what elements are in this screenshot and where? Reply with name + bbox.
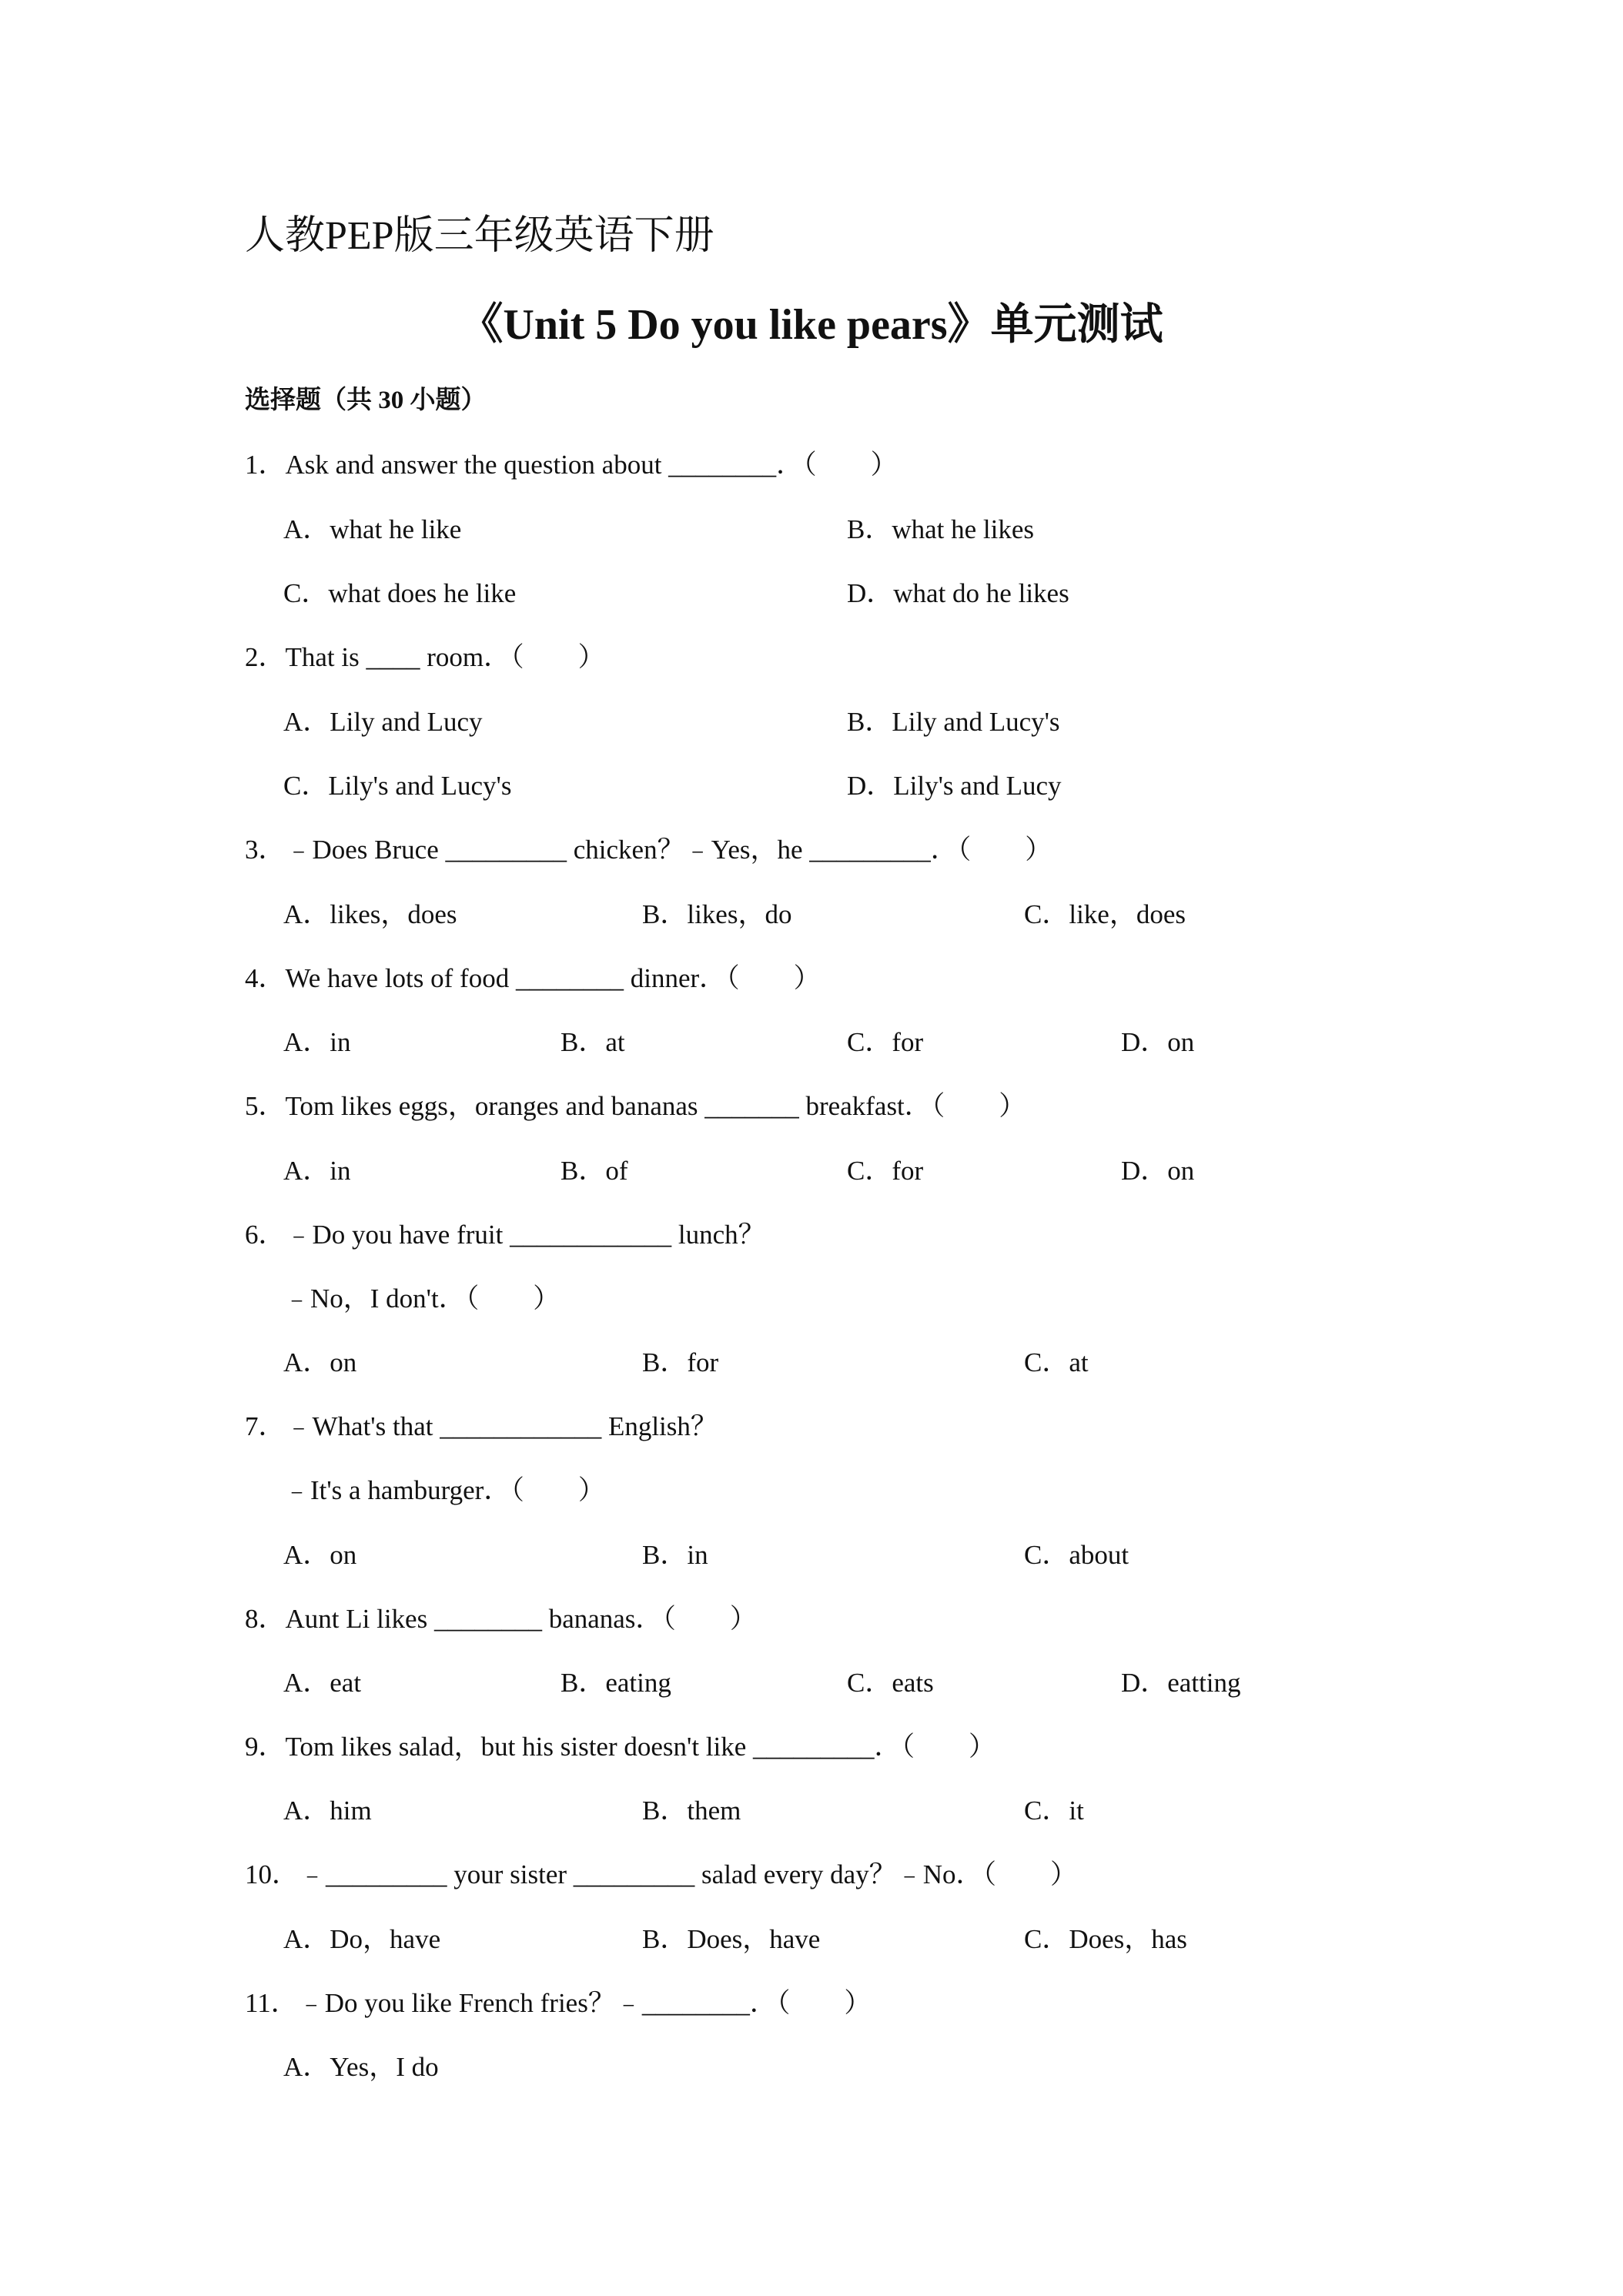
question-10-stem: 10．﹣_________ your sister _________ salad every day？﹣No．（ ） bbox=[245, 1859, 1077, 1889]
question-6-reply: ﹣No，I don't．（ ） bbox=[283, 1284, 561, 1314]
question-2-option-c: C．Lily's and Lucy's bbox=[283, 771, 512, 801]
question-6-option-c: C．at bbox=[1024, 1347, 1089, 1377]
question-5-option-d: D．on bbox=[1121, 1156, 1195, 1186]
question-3-stem: 3．﹣Does Bruce _________ chicken？﹣Yes，he _________．（ ） bbox=[245, 835, 1052, 865]
question-2-stem: 2．That is ____ room．（ ） bbox=[245, 642, 605, 672]
question-6-option-b: B．for bbox=[642, 1347, 719, 1377]
question-4-stem: 4．We have lots of food ________ dinner．（ ） bbox=[245, 963, 821, 993]
question-5-option-b: B．of bbox=[561, 1156, 628, 1186]
question-8-option-c: C．eats bbox=[847, 1668, 934, 1698]
question-5-option-a: A．in bbox=[283, 1156, 351, 1186]
question-4-option-d: D．on bbox=[1121, 1027, 1195, 1057]
question-8-option-d: D．eatting bbox=[1121, 1668, 1241, 1698]
question-2-option-d: D．Lily's and Lucy bbox=[847, 771, 1062, 801]
question-4-option-c: C．for bbox=[847, 1027, 924, 1057]
question-8-option-a: A．eat bbox=[283, 1668, 362, 1698]
question-11-option-a: A．Yes，I do bbox=[283, 2052, 439, 2082]
question-3-option-a: A．likes，does bbox=[283, 899, 457, 929]
question-1-option-b: B．what he likes bbox=[847, 514, 1035, 544]
question-3-option-c: C．like，does bbox=[1024, 899, 1186, 929]
question-7-option-c: C．about bbox=[1024, 1540, 1129, 1570]
question-5-stem: 5．Tom likes eggs，oranges and bananas _______ breakfast．（ ） bbox=[245, 1091, 1026, 1121]
question-9-option-a: A．him bbox=[283, 1796, 372, 1826]
question-8-option-b: B．eating bbox=[561, 1668, 671, 1698]
question-4-option-b: B．at bbox=[561, 1027, 625, 1057]
question-10-option-c: C．Does，has bbox=[1024, 1924, 1187, 1954]
question-5-option-c: C．for bbox=[847, 1156, 924, 1186]
question-1-option-d: D．what do he likes bbox=[847, 578, 1069, 608]
question-9-stem: 9．Tom likes salad，but his sister doesn't like _________．（ ） bbox=[245, 1732, 996, 1762]
question-6-option-a: A．on bbox=[283, 1347, 357, 1377]
question-1-stem: 1．Ask and answer the question about ________．（ ） bbox=[245, 450, 898, 480]
question-8-stem: 8．Aunt Li likes ________ bananas．（ ） bbox=[245, 1604, 757, 1634]
question-2-option-a: A．Lily and Lucy bbox=[283, 707, 483, 737]
question-2-option-b: B．Lily and Lucy's bbox=[847, 707, 1060, 737]
question-10-option-b: B．Does，have bbox=[642, 1924, 821, 1954]
question-3-option-b: B．likes，do bbox=[642, 899, 792, 929]
document-title: 人教PEP版三年级英语下册 bbox=[245, 214, 714, 258]
question-7-reply: ﹣It's a hamburger．（ ） bbox=[283, 1475, 605, 1505]
question-1-option-c: C．what does he like bbox=[283, 578, 517, 608]
question-7-option-a: A．on bbox=[283, 1540, 357, 1570]
question-7-stem: 7．﹣What's that ____________ English？ bbox=[245, 1411, 718, 1441]
question-10-option-a: A．Do，have bbox=[283, 1924, 441, 1954]
question-1-option-a: A．what he like bbox=[283, 514, 462, 544]
question-6-stem: 6．﹣Do you have fruit ____________ lunch？ bbox=[245, 1220, 765, 1250]
question-11-stem: 11．﹣Do you like French fries？﹣________．（ ） bbox=[245, 1988, 872, 2018]
question-9-option-b: B．them bbox=[642, 1796, 741, 1826]
document-subtitle: 《Unit 5 Do you like pears》单元测试 bbox=[460, 301, 1163, 349]
question-4-option-a: A．in bbox=[283, 1027, 351, 1057]
question-7-option-b: B．in bbox=[642, 1540, 708, 1570]
question-9-option-c: C．it bbox=[1024, 1796, 1084, 1826]
section-label: 选择题（共 30 小题） bbox=[245, 387, 487, 414]
